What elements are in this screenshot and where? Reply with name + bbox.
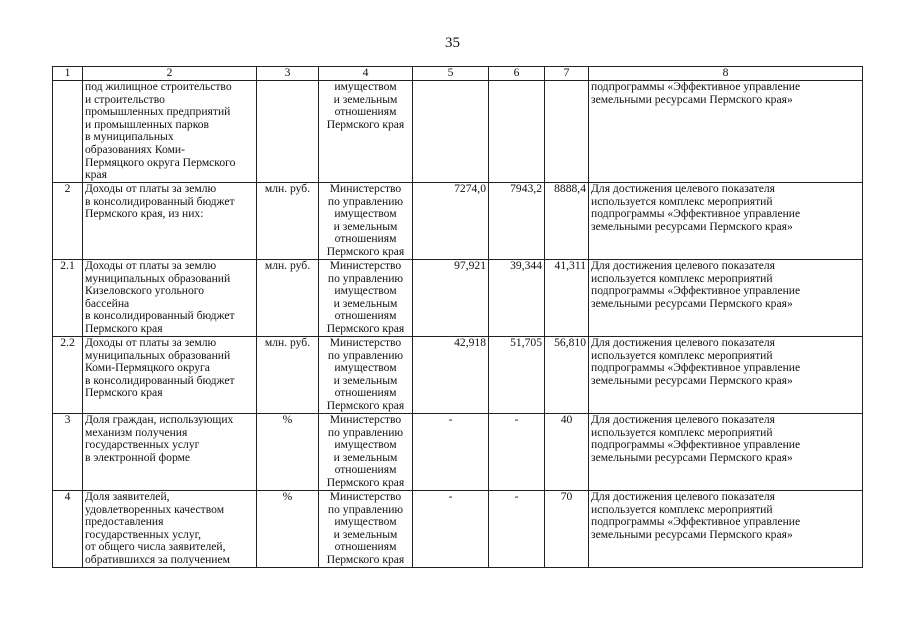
table-row [53, 337, 863, 414]
unit: млн. руб. [257, 183, 319, 260]
row-number: 2.2 [53, 337, 83, 414]
value-col6: - [489, 491, 545, 568]
value-col5: - [413, 414, 489, 491]
indicator-name: Доля заявителей, удовлетворенных качеством предоставления государственных услуг, от общего числа заявителей, обратившихся за получением [83, 491, 257, 568]
unit: млн. руб. [257, 337, 319, 414]
value-col6: 7943,2 [489, 183, 545, 260]
value-col5: - [413, 491, 489, 568]
col-header-1: 1 [53, 67, 83, 81]
executor: Министерство по управлению имуществом и земельным отношениям Пермского края [319, 337, 413, 414]
row-number: 3 [53, 414, 83, 491]
col-header-5: 5 [413, 67, 489, 81]
value-col6: - [489, 414, 545, 491]
value-col7: 56,810 [545, 337, 589, 414]
indicators-table [52, 66, 863, 568]
executor: Министерство по управлению имуществом и земельным отношениям Пермского края [319, 260, 413, 337]
col-header-2: 2 [83, 67, 257, 81]
row-number [53, 81, 83, 183]
col-header-8: 8 [589, 67, 863, 81]
indicator-name: Доходы от платы за землю в консолидированный бюджет Пермского края, из них: [83, 183, 257, 260]
row-number: 4 [53, 491, 83, 568]
value-col6: 39,344 [489, 260, 545, 337]
col-header-3: 3 [257, 67, 319, 81]
unit: % [257, 491, 319, 568]
value-col7: 41,311 [545, 260, 589, 337]
value-col7: 8888,4 [545, 183, 589, 260]
executor: Министерство по управлению имуществом и земельным отношениям Пермского края [319, 491, 413, 568]
note: Для достижения целевого показателя используется комплекс мероприятий подпрограммы «Эффективное управление земельными ресурсами Пермского края» [589, 260, 863, 337]
executor: Министерство по управлению имуществом и земельным отношениям Пермского края [319, 414, 413, 491]
executor: Министерство по управлению имуществом и земельным отношениям Пермского края [319, 183, 413, 260]
indicator-name: под жилищное строительство и строительство промышленных предприятий и промышленных парков в муниципальных образованиях Коми- Пермяцкого округа Пермского края [83, 81, 257, 183]
table-row [53, 260, 863, 337]
indicator-name: Доходы от платы за землю муниципальных образований Коми-Пермяцкого округа в консолидированный бюджет Пермского края [83, 337, 257, 414]
value-col7: 40 [545, 414, 589, 491]
value-col6 [489, 81, 545, 183]
row-number: 2.1 [53, 260, 83, 337]
page-number: 35 [445, 35, 460, 51]
note: Для достижения целевого показателя используется комплекс мероприятий подпрограммы «Эффективное управление земельными ресурсами Пермского края» [589, 337, 863, 414]
note: Для достижения целевого показателя используется комплекс мероприятий подпрограммы «Эффективное управление земельными ресурсами Пермского края» [589, 183, 863, 260]
unit [257, 81, 319, 183]
unit: млн. руб. [257, 260, 319, 337]
value-col5: 42,918 [413, 337, 489, 414]
executor: имуществом и земельным отношениям Пермского края [319, 81, 413, 183]
col-header-6: 6 [489, 67, 545, 81]
value-col5: 97,921 [413, 260, 489, 337]
row-number: 2 [53, 183, 83, 260]
indicator-name: Доля граждан, использующих механизм получения государственных услуг в электронной форме [83, 414, 257, 491]
table-header-row [53, 67, 863, 81]
note: Для достижения целевого показателя используется комплекс мероприятий подпрограммы «Эффективное управление земельными ресурсами Пермского края» [589, 491, 863, 568]
value-col7 [545, 81, 589, 183]
table-row [53, 414, 863, 491]
value-col6: 51,705 [489, 337, 545, 414]
note: подпрограммы «Эффективное управление земельными ресурсами Пермского края» [589, 81, 863, 183]
table-row [53, 183, 863, 260]
value-col5 [413, 81, 489, 183]
table-row [53, 81, 863, 183]
note: Для достижения целевого показателя используется комплекс мероприятий подпрограммы «Эффективное управление земельными ресурсами Пермского края» [589, 414, 863, 491]
indicator-name: Доходы от платы за землю муниципальных образований Кизеловского угольного бассейна в консолидированный бюджет Пермского края [83, 260, 257, 337]
unit: % [257, 414, 319, 491]
table-row [53, 491, 863, 568]
col-header-7: 7 [545, 67, 589, 81]
col-header-4: 4 [319, 67, 413, 81]
value-col5: 7274,0 [413, 183, 489, 260]
value-col7: 70 [545, 491, 589, 568]
